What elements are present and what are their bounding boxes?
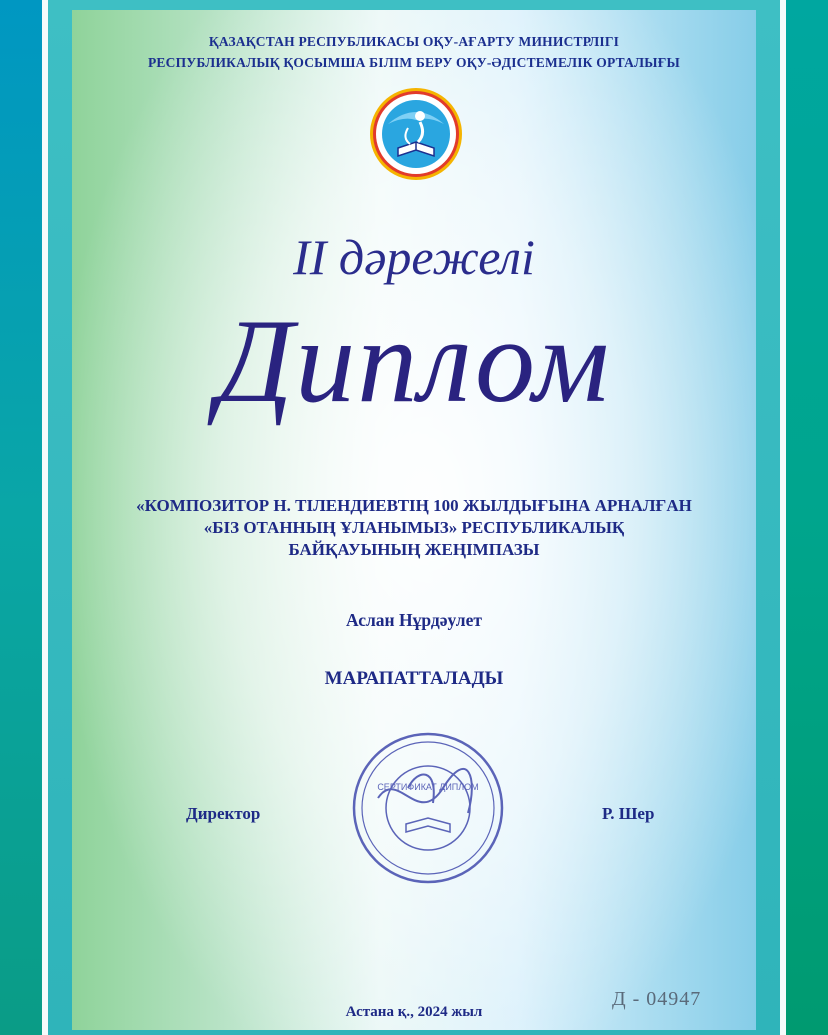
diploma-title: Диплом: [216, 294, 612, 427]
ministry-header: ҚАЗАҚСТАН РЕСПУБЛИКАСЫ ОҚУ-АҒАРТУ МИНИСТРЛІГІ: [208, 34, 620, 49]
right-border-band: [786, 0, 828, 1035]
director-name: Р. Шер: [602, 804, 655, 823]
contest-description: [72, 495, 756, 561]
diploma-body: [72, 10, 756, 1030]
contest-line-1: «КОМПОЗИТОР Н. ТІЛЕНДИЕВТІҢ 100 ЖЫЛДЫҒЫНА АРНАЛҒАН: [136, 496, 692, 515]
degree-label: II дәрежелі: [293, 229, 535, 285]
award-text: МАРАПАТТАЛАДЫ: [324, 668, 504, 689]
document-number: Д - 04947: [612, 988, 702, 1010]
stamp-center-text: СЕРТИФИКАТ ДИПЛОМ: [377, 782, 479, 792]
contest-line-3: БАЙҚАУЫНЫҢ ЖЕҢІМПАЗЫ: [288, 540, 540, 559]
center-header: РЕСПУБЛИКАЛЫҚ ҚОСЫМША БІЛІМ БЕРУ ОҚУ-ӘДІСТЕМЕЛІК ОРТАЛЫҒЫ: [147, 55, 681, 70]
recipient-name: Аслан Нұрдәулет: [346, 610, 482, 630]
contest-line-2: «БІЗ ОТАННЫҢ ҰЛАНЫМЫЗ» РЕСПУБЛИКАЛЫҚ: [203, 518, 625, 537]
director-label: Директор: [186, 804, 261, 823]
left-border-band: [0, 0, 42, 1035]
right-border-gap: [780, 0, 786, 1035]
emblem-logo-icon: [368, 86, 464, 182]
official-stamp-icon: [348, 728, 508, 888]
city-year: Астана қ., 2024 жыл: [345, 1004, 483, 1020]
